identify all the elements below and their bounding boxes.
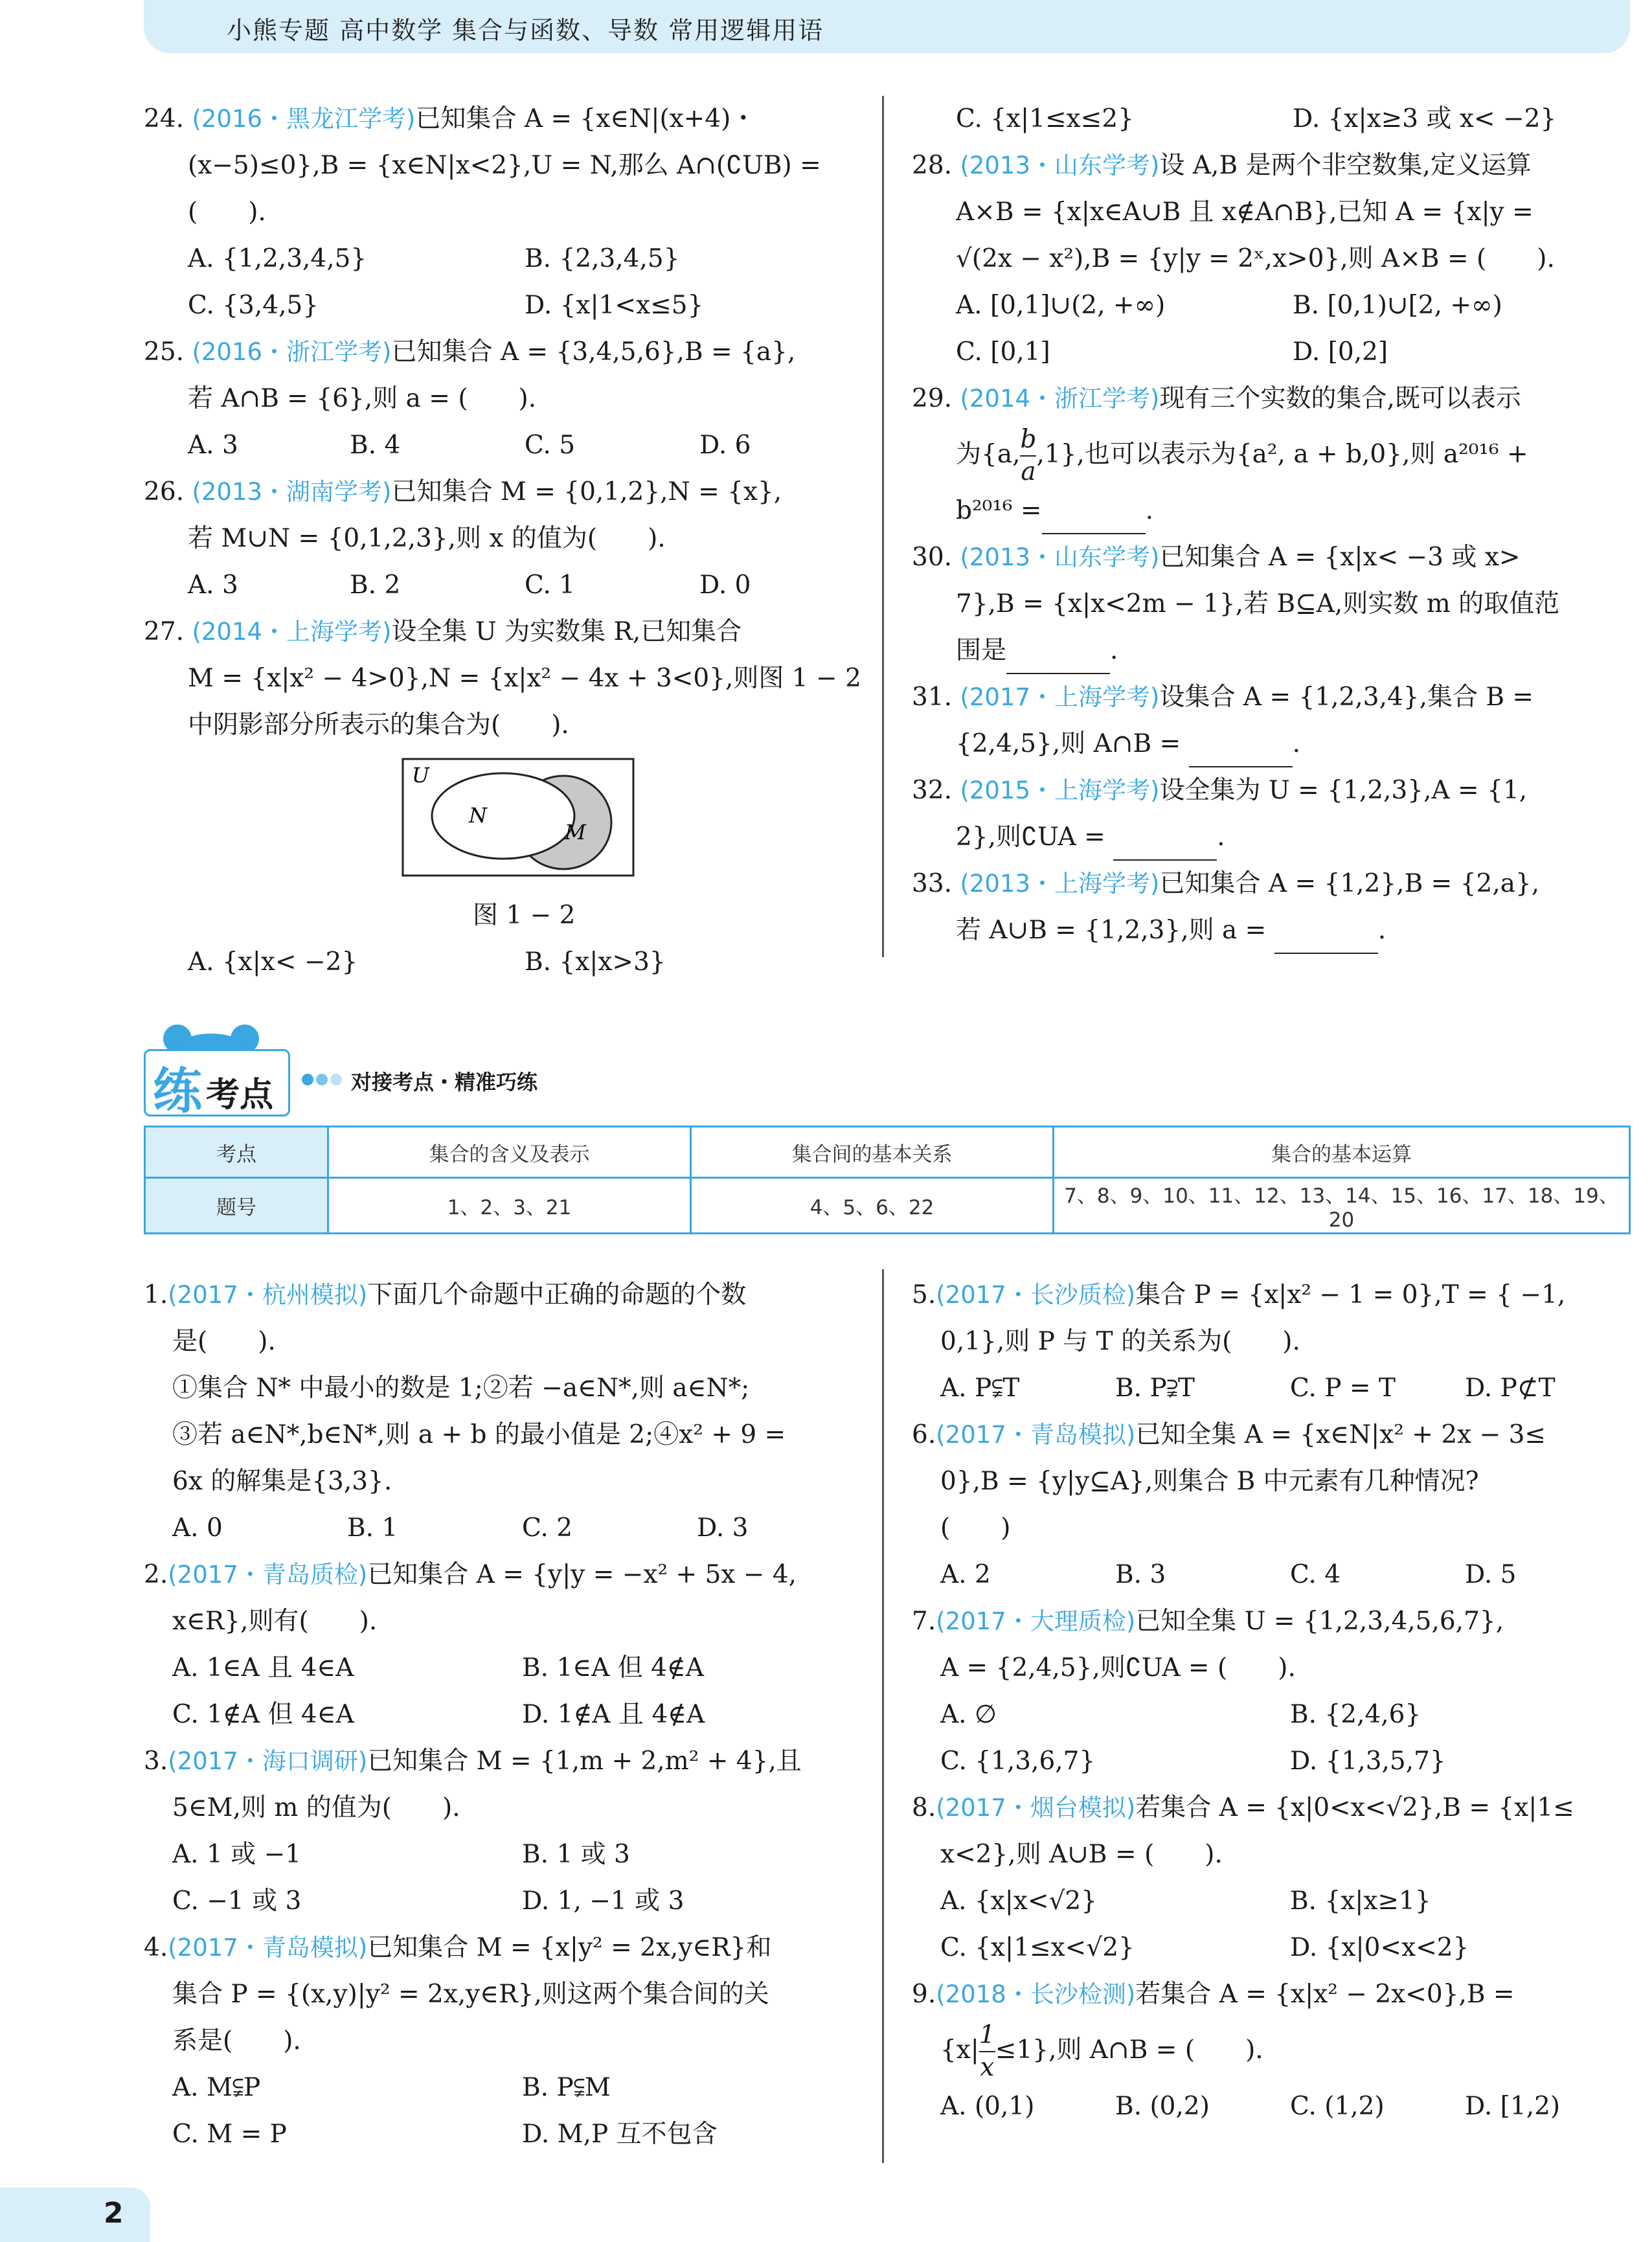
question-26: 26. (2013・湖南学考)已知集合 M = {0,1,2},N = {x}, — [144, 477, 782, 506]
answer-blank[interactable] — [1042, 510, 1146, 534]
fraction-1-over-x: $\frac{1}{x}$ — [979, 2021, 995, 2082]
q32-line2: 2},则∁UA = . — [912, 814, 1637, 861]
left-bottom-column: 1.(2017・杭州模拟)下面几个命题中正确的命题的个数 是( ). ①集合 N* 中最小的数是 1;②若 −a∈N*,则 a∈N*; ③若 a∈N*,b∈N*,则 a + b 的最小值是 2;④x² + 9 = 6x 的解集是{3,3}. A. 0 B. 1 C. 2 D. 3 2.(2017・青岛质检)已知集合 A = {y|y = −x² + 5x − 4, x∈R},则有( ). A. 1∈A 且 4∈A B. 1∈A 但 4∉A C. 1∉A 但 4∈A D. 1∉A 且 4∉A 3.(2017・海口调研)已知集合 M = {1,m + 2,m² + 4},且 5∈M,则 m 的值为( ). A. 1 或 −1 B. 1 或 3 C. −1 或 3 D. 1, −1 或 3 4.(2017・青岛模拟)已知集合 M = {x|y² = 2x,y∈R}和 集合 P = {(x,y)|y² = 2x,y∈R},则这两个集合间的关 系是( ). A. M⫋P B. P⫋M C. M = P D. M,P 互不包含 — [144, 1272, 869, 2158]
question-6: 6.(2017・青岛模拟)已知全集 A = {x∈N|x² + 2x − 3≤ — [912, 1420, 1546, 1449]
page-header: 小熊专题 高中数学 集合与函数、导数 常用逻辑用语 — [227, 16, 824, 45]
question-3: 3.(2017・海口调研)已知集合 M = {1,m + 2,m² + 4},且 — [144, 1747, 802, 1776]
page-number-tab — [0, 2188, 150, 2242]
question-8: 8.(2017・烟台模拟)若集合 A = {x|0<x<√2},B = {x|1≤ — [912, 1793, 1574, 1822]
question-25: 25. (2016・浙江学考)已知集合 A = {3,4,5,6},B = {a}, — [144, 337, 796, 367]
q1-options: A. 0 B. 1 C. 2 D. 3 — [172, 1513, 749, 1543]
q9-options: A. (0,1) B. (0,2) C. (1,2) D. [1,2) — [940, 2092, 1561, 2121]
answer-blank[interactable] — [1006, 650, 1110, 674]
q4-options-row1: A. M⫋P B. P⫋M — [172, 2073, 611, 2102]
q31-line2: {2,4,5},则 A∩B = . — [912, 721, 1637, 767]
q2-options-row1: A. 1∈A 且 4∈A B. 1∈A 但 4∉A — [172, 1653, 704, 1682]
right-bottom-column: 5.(2017・长沙质检)集合 P = {x|x² − 1 = 0},T = { −1, 0,1},则 P 与 T 的关系为( ). A. P⫋T B. P⫌T C. P = T D. P⊄T 6.(2017・青岛模拟)已知全集 A = {x∈N|x² + 2x − 3≤ 0},B = {y|y⊆A},则集合 B 中元素有几种情况? ( ) A. 2 B. 3 C. 4 D. 5 7.(2017・大理质检)已知全集 U = {1,2,3,4,5,6,7}, A = {2,4,5},则∁UA = ( ). A. ∅ B. {2,4,6} C. {1,3,6,7} D. {1,3,5,7} 8.(2017・烟台模拟)若集合 A = {x|0<x<√2},B = {x|1≤ x<2},则 A∪B = ( ). A. {x|x<√2} B. {x|x≥1} C. {x|1≤x<√2} D. {x|0<x<2} 9.(2018・长沙检测)若集合 A = {x|x² − 2x<0},B = {x| $\frac{1}{x}$ ≤1},则 A∩B = ( ). A. (0,1) B. (0,2) C. (1,2) D. [1,2) — [912, 1272, 1637, 2130]
q26-options: A. 3 B. 2 C. 1 D. 0 — [188, 571, 751, 600]
fig-label-u: U — [412, 763, 429, 787]
q5-options: A. P⫋T B. P⫌T C. P = T D. P⊄T — [940, 1374, 1556, 1403]
q9-line2: {x| $\frac{1}{x}$ ≤1},则 A∩B = ( ). — [940, 2021, 1263, 2082]
fig-label-m: M — [565, 820, 586, 844]
question-1: 1.(2017・杭州模拟)下面几个命题中正确的命题的个数 — [144, 1280, 747, 1309]
q29-line3: b²⁰¹⁶ = . — [912, 488, 1637, 534]
q3-options-row1: A. 1 或 −1 B. 1 或 3 — [172, 1840, 630, 1869]
dots-icon — [302, 1074, 345, 1088]
q30-line3: 围是 . — [912, 628, 1637, 674]
q3-options-row2: C. −1 或 3 D. 1, −1 或 3 — [172, 1886, 685, 1916]
q27-options-ab: A. {x|x< −2} B. {x|x>3} — [188, 947, 666, 977]
question-4: 4.(2017・青岛模拟)已知集合 M = {x|y² = 2x,y∈R}和 — [144, 1933, 772, 1962]
section-banner-char: 练 — [153, 1062, 202, 1120]
question-32: 32. (2015・上海学考)设全集为 U = {1,2,3},A = {1, — [912, 776, 1528, 805]
fig-label-n: N — [469, 803, 487, 828]
page-number: 2 — [104, 2197, 124, 2230]
question-33: 33. (2013・上海学考)已知集合 A = {1,2},B = {2,a}, — [912, 869, 1540, 898]
q8-options-row2: C. {x|1≤x<√2} D. {x|0<x<2} — [940, 1933, 1469, 1962]
column-divider-bottom — [882, 1269, 884, 2163]
question-5: 5.(2017・长沙质检)集合 P = {x|x² − 1 = 0},T = { −1, — [912, 1280, 1566, 1309]
figure-caption: 图 1 − 2 — [473, 901, 576, 930]
q7-options-row1: A. ∅ B. {2,4,6} — [940, 1700, 1421, 1729]
q4-options-row2: C. M = P D. M,P 互不包含 — [172, 2120, 718, 2149]
q8-options-row1: A. {x|x<√2} B. {x|x≥1} — [940, 1886, 1431, 1916]
question-28: 28. (2013・山东学考)设 A,B 是两个非空数集,定义运算 — [912, 151, 1532, 180]
answer-blank[interactable] — [1189, 743, 1293, 767]
q27-options-cd: C. {x|1≤x≤2} D. {x|x≥3 或 x< −2} — [956, 104, 1557, 133]
left-top-column: 24. (2016・黑龙江学考)已知集合 A = {x∈N|(x+4)・ (x−5)≤0},B = {x∈N|x<2},U = N,那么 A∩(∁UB) = ( ). A. {1,2,3,4,5} B. {2,3,4,5} C. {3,4,5} D. {x|1<x≤5} 25. (2016・浙江学考)已知集合 A = {3,4,5,6},B = {a}, 若 A∩B = {6},则 a = ( ). A. 3 B. 4 C. 5 D. 6 26. (2013・湖南学考)已知集合 M = {0,1,2},N = {x}, 若 M∪N = {0,1,2,3},则 x 的值为( ). A. 3 B. 2 C. 1 D. 0 27. (2014・上海学考)设全集 U 为实数集 R,已知集合 M = {x|x² − 4>0},N = {x|x² − 4x + 3<0},则图 1 − 2 中阴影部分所表示的集合为( ). U N M 图 1 − 2 A. {x|x< −2} B. {x|x>3} — [144, 96, 869, 986]
question-2: 2.(2017・青岛质检)已知集合 A = {y|y = −x² + 5x − 4, — [144, 1560, 797, 1589]
question-24: 24. (2016・黑龙江学考)已知集合 A = {x∈N|(x+4)・ — [144, 104, 756, 133]
column-divider-top — [882, 96, 884, 957]
question-27: 27. (2014・上海学考)设全集 U 为实数集 R,已知集合 — [144, 617, 742, 646]
q24-options-row2: C. {3,4,5} D. {x|1<x≤5} — [188, 291, 704, 320]
q6-options: A. 2 B. 3 C. 4 D. 5 — [940, 1560, 1517, 1589]
fraction-b-over-a: $\frac{b}{a}$ — [1020, 425, 1037, 486]
q29-line2: 为{a, $\frac{b}{a}$ ,1},也可以表示为{a², a + b,0},则 a²⁰¹⁶ + — [956, 425, 1528, 486]
q24-options-row1: A. {1,2,3,4,5} B. {2,3,4,5} — [188, 244, 680, 273]
q33-line2: 若 A∪B = {1,2,3},则 a = . — [912, 907, 1637, 954]
q7-options-row2: C. {1,3,6,7} D. {1,3,5,7} — [940, 1747, 1446, 1776]
q28-options-row2: C. [0,1] D. [0,2] — [956, 337, 1388, 367]
q25-options: A. 3 B. 4 C. 5 D. 6 — [188, 431, 751, 460]
question-9: 9.(2018・长沙检测)若集合 A = {x|x² − 2x<0},B = — [912, 1980, 1515, 2009]
question-31: 31. (2017・上海学考)设集合 A = {1,2,3,4},集合 B = — [912, 683, 1534, 712]
question-7: 7.(2017・大理质检)已知全集 U = {1,2,3,4,5,6,7}, — [912, 1607, 1504, 1636]
topic-table — [144, 1126, 1631, 1234]
venn-diagram — [144, 756, 869, 879]
question-29: 29. (2014・浙江学考)现有三个实数的集合,既可以表示 — [912, 384, 1521, 413]
q2-options-row2: C. 1∉A 但 4∈A D. 1∉A 且 4∉A — [172, 1700, 705, 1729]
table-row: 考点 集合的含义及表示 集合间的基本关系 集合的基本运算 — [145, 1127, 1630, 1178]
answer-blank[interactable] — [1274, 929, 1378, 954]
table-row: 题号 1、2、3、21 4、5、6、22 7、8、9、10、11、12、13、14、15、16、17、18、19、20 — [145, 1178, 1630, 1234]
section-banner-title: 考点 — [206, 1076, 274, 1115]
question-30: 30. (2013・山东学考)已知集合 A = {x|x< −3 或 x> — [912, 543, 1521, 572]
answer-blank[interactable] — [1113, 836, 1217, 861]
right-top-column: C. {x|1≤x≤2} D. {x|x≥3 或 x< −2} 28. (2013・山东学考)设 A,B 是两个非空数集,定义运算 A×B = {x|x∈A∪B 且 x∉A∩B},已知 A = {x|y = √(2x − x²),B = {y|y = 2ˣ,x>0},则 A×B = ( ). A. [0,1]∪(2, +∞) B. [0,1)∪[2, +∞) C. [0,1] D. [0,2] 29. (2014・浙江学考)现有三个实数的集合,既可以表示 为{a, $\frac{b}{a}$ ,1},也可以表示为{a², a + b,0},则 a²⁰¹⁶ + b²⁰¹⁶ = . 30. (2013・山东学考)已知集合 A = {x|x< −3 或 x> 7},B = {x|x<2m − 1},若 B⊆A,则实数 m 的取值范 围是 . 31. (2017・上海学考)设集合 A = {1,2,3,4},集合 B = {2,4,5},则 A∩B = . 32. (2015・上海学考)设全集为 U = {1,2,3},A = {1, 2},则∁UA = . 33. (2013・上海学考)已知集合 A = {1,2},B = {2,a}, 若 A∪B = {1,2,3},则 a = . — [912, 96, 1637, 954]
q28-options-row1: A. [0,1]∪(2, +∞) B. [0,1)∪[2, +∞) — [956, 291, 1502, 320]
section-subtitle: 对接考点・精准巧练 — [351, 1070, 538, 1094]
